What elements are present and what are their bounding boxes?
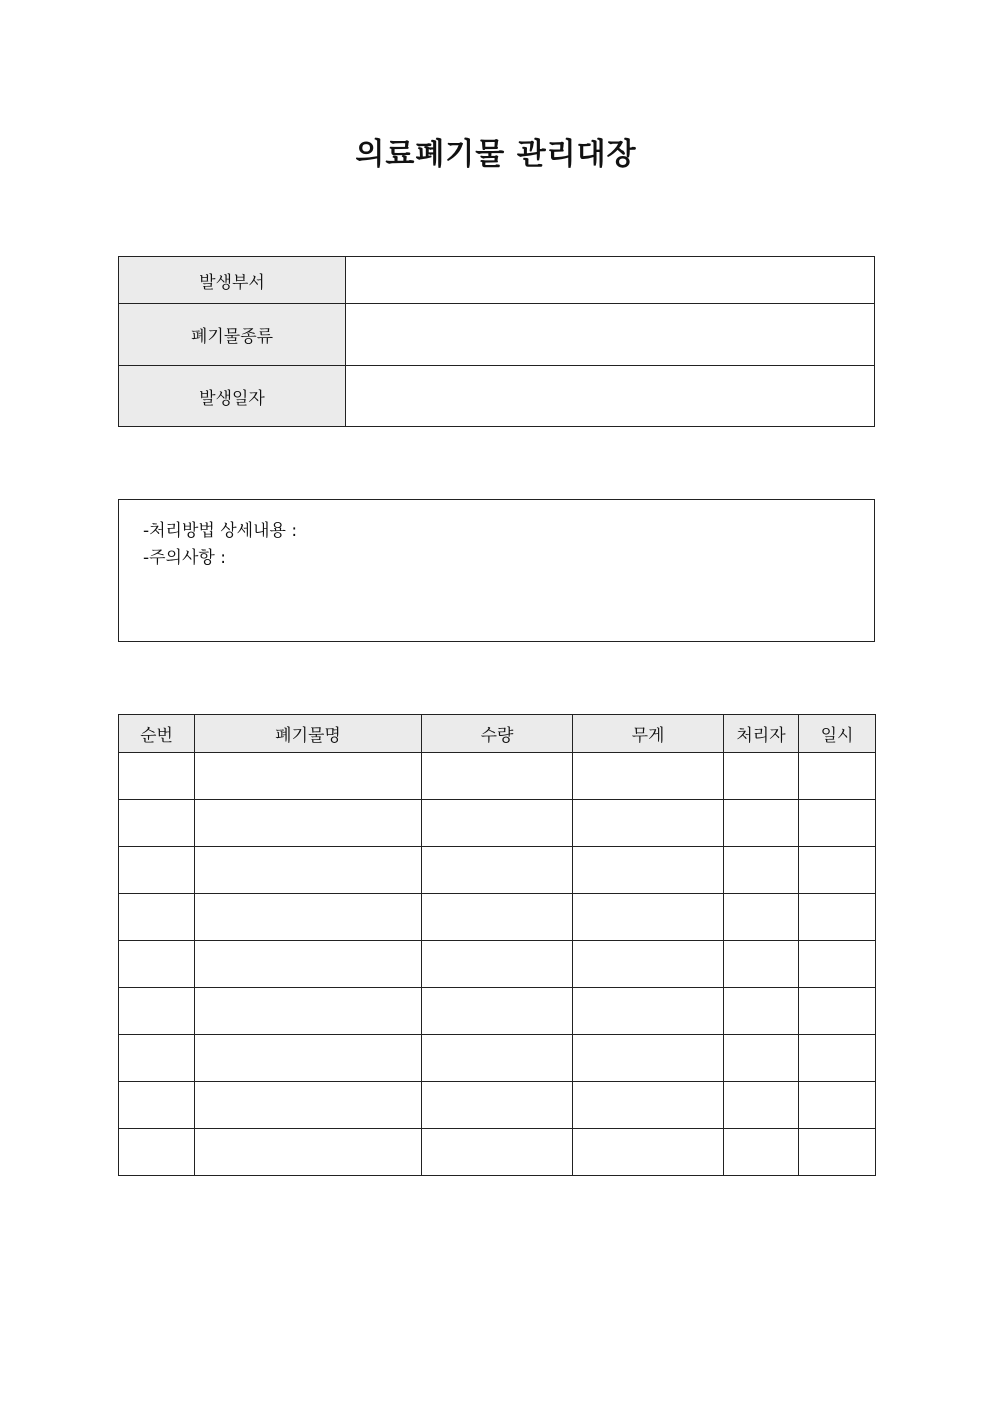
ledger-cell[interactable]	[422, 1129, 573, 1176]
ledger-cell[interactable]	[573, 1129, 724, 1176]
table-row	[119, 1129, 876, 1176]
ledger-header-handler: 처리자	[724, 715, 799, 753]
ledger-cell[interactable]	[422, 847, 573, 894]
info-value-waste-type[interactable]	[346, 304, 875, 366]
info-row-department	[119, 257, 875, 304]
ledger-cell[interactable]	[195, 1082, 422, 1129]
page-title: 의료폐기물 관리대장	[355, 137, 637, 172]
ledger-cell[interactable]	[724, 1082, 799, 1129]
ledger-cell[interactable]	[195, 753, 422, 800]
ledger-header-seq: 순번	[119, 715, 195, 753]
ledger-cell[interactable]	[799, 1082, 876, 1129]
ledger-cell[interactable]	[724, 941, 799, 988]
ledger-cell[interactable]	[119, 1129, 195, 1176]
note-disposal-method: -처리방법 상세내용 :	[143, 521, 298, 541]
ledger-cell[interactable]	[573, 894, 724, 941]
table-row	[119, 847, 876, 894]
ledger-cell[interactable]	[195, 941, 422, 988]
ledger-cell[interactable]	[422, 988, 573, 1035]
ledger-cell[interactable]	[119, 894, 195, 941]
ledger-cell[interactable]	[422, 1035, 573, 1082]
ledger-cell[interactable]	[422, 894, 573, 941]
ledger-cell[interactable]	[422, 1082, 573, 1129]
table-row	[119, 753, 876, 800]
ledger-cell[interactable]	[119, 1082, 195, 1129]
ledger-cell[interactable]	[724, 847, 799, 894]
table-row	[119, 894, 876, 941]
info-label-date: 발생일자	[119, 366, 346, 427]
ledger-cell[interactable]	[799, 800, 876, 847]
ledger-header-waste-name: 폐기물명	[195, 715, 422, 753]
ledger-cell[interactable]	[724, 1129, 799, 1176]
ledger-cell[interactable]	[799, 894, 876, 941]
ledger-cell[interactable]	[799, 1035, 876, 1082]
table-row	[119, 941, 876, 988]
info-label-waste-type: 폐기물종류	[119, 304, 346, 366]
ledger-cell[interactable]	[119, 988, 195, 1035]
ledger-header-weight: 무게	[573, 715, 724, 753]
ledger-header-row	[119, 715, 876, 753]
ledger-cell[interactable]	[799, 753, 876, 800]
ledger-cell[interactable]	[195, 847, 422, 894]
ledger-cell[interactable]	[573, 847, 724, 894]
info-row-waste-type	[119, 304, 875, 366]
info-label-department: 발생부서	[119, 257, 346, 304]
ledger-table	[118, 714, 876, 1176]
ledger-cell[interactable]	[119, 941, 195, 988]
table-row	[119, 800, 876, 847]
ledger-cell[interactable]	[799, 941, 876, 988]
note-precautions: -주의사항 :	[143, 548, 226, 568]
ledger-header-quantity: 수량	[422, 715, 573, 753]
ledger-cell[interactable]	[573, 1082, 724, 1129]
ledger-cell[interactable]	[119, 847, 195, 894]
ledger-cell[interactable]	[724, 988, 799, 1035]
notes-box[interactable]	[118, 499, 875, 642]
table-row	[119, 1082, 876, 1129]
ledger-cell[interactable]	[573, 753, 724, 800]
ledger-cell[interactable]	[195, 1035, 422, 1082]
ledger-cell[interactable]	[799, 988, 876, 1035]
info-row-date	[119, 366, 875, 427]
ledger-cell[interactable]	[195, 988, 422, 1035]
ledger-cell[interactable]	[119, 1035, 195, 1082]
ledger-cell[interactable]	[573, 1035, 724, 1082]
ledger-cell[interactable]	[195, 1129, 422, 1176]
table-row	[119, 988, 876, 1035]
ledger-cell[interactable]	[799, 1129, 876, 1176]
info-table	[118, 256, 875, 427]
ledger-cell[interactable]	[195, 800, 422, 847]
info-value-department[interactable]	[346, 257, 875, 304]
ledger-cell[interactable]	[573, 941, 724, 988]
ledger-cell[interactable]	[422, 753, 573, 800]
info-value-date[interactable]	[346, 366, 875, 427]
ledger-cell[interactable]	[119, 753, 195, 800]
ledger-cell[interactable]	[422, 800, 573, 847]
ledger-cell[interactable]	[724, 894, 799, 941]
ledger-cell[interactable]	[724, 800, 799, 847]
ledger-cell[interactable]	[573, 800, 724, 847]
ledger-cell[interactable]	[724, 753, 799, 800]
table-row	[119, 1035, 876, 1082]
ledger-cell[interactable]	[422, 941, 573, 988]
ledger-cell[interactable]	[724, 1035, 799, 1082]
ledger-cell[interactable]	[195, 894, 422, 941]
ledger-cell[interactable]	[573, 988, 724, 1035]
ledger-cell[interactable]	[799, 847, 876, 894]
ledger-cell[interactable]	[119, 800, 195, 847]
ledger-header-datetime: 일시	[799, 715, 876, 753]
